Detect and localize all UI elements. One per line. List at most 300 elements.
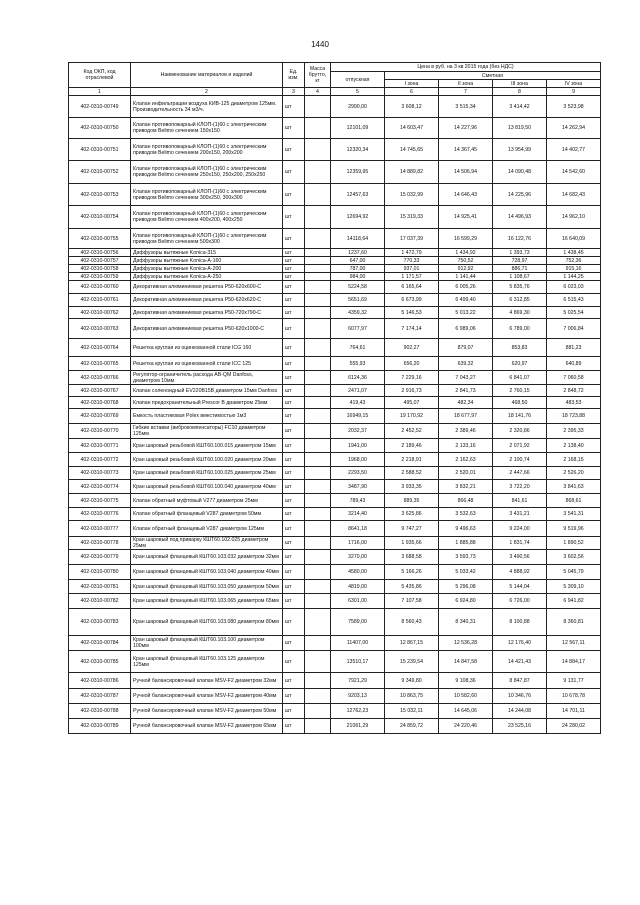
table-cell-name: Кран шаровый фланцевый КШТ60.103.080 диаметром 80мм	[131, 609, 283, 636]
table-cell-price-zone3: 4 869,30	[493, 307, 547, 319]
table-cell-name: Емкость пластиковая Polex вместимостью 1м3	[131, 409, 283, 424]
table-cell-name: Решетка круглая из оцинкованной стали ICC 125	[131, 357, 283, 371]
table-row	[69, 319, 601, 339]
table-row	[69, 424, 601, 439]
table-row	[69, 385, 601, 397]
table-cell-mass	[305, 565, 331, 580]
table-cell-price-shipping: 1968,00	[331, 453, 385, 467]
column-number-row	[69, 88, 601, 96]
table-cell-unit: шт	[283, 651, 305, 673]
table-cell-mass	[305, 719, 331, 734]
table-cell-price-shipping: 7921,29	[331, 673, 385, 689]
table-row	[69, 719, 601, 734]
table-cell-price-zone4: 6 941,82	[547, 594, 601, 609]
table-cell-price-zone2: 8 340,31	[439, 609, 493, 636]
table-cell-price-zone1: 15 032,11	[385, 704, 439, 719]
table-row	[69, 467, 601, 480]
table-cell-unit: шт	[283, 508, 305, 521]
table-cell-price-zone4: 483,53	[547, 397, 601, 409]
table-cell-price-zone4: 18 723,88	[547, 409, 601, 424]
table-cell-price-zone2: 14 646,43	[439, 184, 493, 206]
table-cell-code: 402-0310-00762	[69, 307, 131, 319]
table-cell-price-zone2: 912,92	[439, 265, 493, 273]
table-cell-price-zone3: 3 414,42	[493, 96, 547, 118]
column-number: 2	[131, 88, 283, 96]
table-row	[69, 281, 601, 294]
table-cell-name: Клапан противопожарный КЛОП-(1)60 с электрическим приводом Belimo сечением 300х250, 300х300	[131, 184, 283, 206]
table-cell-price-zone1: 9 747,27	[385, 521, 439, 537]
table-cell-mass	[305, 96, 331, 118]
table-cell-name: Декоративная алюминиевая решетка Р50-720х790-С	[131, 307, 283, 319]
table-row	[69, 294, 601, 307]
table-cell-price-zone2: 10 582,60	[439, 689, 493, 704]
table-cell-name: Декоративная алюминиевая решетка Р50-620х1000-С	[131, 319, 283, 339]
table-cell-price-zone1: 7 107,58	[385, 594, 439, 609]
table-cell-mass	[305, 550, 331, 565]
table-row	[69, 704, 601, 719]
table-cell-price-shipping: 12359,95	[331, 161, 385, 184]
table-cell-unit: шт	[283, 580, 305, 594]
table-cell-price-zone1: 2 916,73	[385, 385, 439, 397]
column-number: 1	[69, 88, 131, 96]
table-cell-price-shipping: 14118,64	[331, 229, 385, 249]
table-row	[69, 439, 601, 453]
table-cell-price-zone4: 16 640,09	[547, 229, 601, 249]
table-cell-price-zone4: 1 438,45	[547, 249, 601, 257]
table-cell-price-zone2: 2 389,46	[439, 424, 493, 439]
table-cell-unit: шт	[283, 96, 305, 118]
table-cell-name: Клапан обратный фланцевый V287 диаметром 125мм	[131, 521, 283, 537]
table-row	[69, 651, 601, 673]
table-cell-price-zone3: 14 496,93	[493, 206, 547, 229]
table-cell-price-zone3: 6 789,00	[493, 319, 547, 339]
table-cell-mass	[305, 385, 331, 397]
table-cell-name: Клапан соленоидный EV220B15B диаметром 15мм Danfoss	[131, 385, 283, 397]
table-cell-price-zone2: 6 499,40	[439, 294, 493, 307]
table-cell-price-zone4: 2 138,40	[547, 439, 601, 453]
column-number: 7	[439, 88, 493, 96]
table-row	[69, 357, 601, 371]
table-cell-name: Клапан противопожарный КЛОП-(1)60 с электрическим приводом Belimo сечением 250х150, 250х200, 250х250	[131, 161, 283, 184]
table-cell-code: 402-0310-00789	[69, 719, 131, 734]
table-row	[69, 494, 601, 508]
table-cell-price-zone3: 1 831,74	[493, 537, 547, 550]
table-cell-code: 402-0310-00765	[69, 357, 131, 371]
table-cell-price-zone4: 12 567,11	[547, 636, 601, 651]
table-row	[69, 161, 601, 184]
table-cell-mass	[305, 139, 331, 161]
table-cell-code: 402-0310-00766	[69, 371, 131, 385]
table-cell-price-zone3: 8 100,88	[493, 609, 547, 636]
table-cell-code: 402-0310-00784	[69, 636, 131, 651]
table-cell-price-zone2: 14 925,41	[439, 206, 493, 229]
table-cell-name: Клапан предохранительный Prescor В диаметром 25мм	[131, 397, 283, 409]
table-cell-price-zone3: 10 346,76	[493, 689, 547, 704]
table-cell-price-zone1: 7 174,14	[385, 319, 439, 339]
table-cell-unit: шт	[283, 480, 305, 494]
table-cell-code: 402-0310-00752	[69, 161, 131, 184]
table-cell-price-zone2: 2 133,16	[439, 439, 493, 453]
page-number: 1440	[311, 40, 329, 49]
table-row	[69, 397, 601, 409]
table-cell-price-shipping: 13510,17	[331, 651, 385, 673]
table-cell-price-zone3: 6 726,00	[493, 594, 547, 609]
table-cell-unit: шт	[283, 397, 305, 409]
table-row	[69, 371, 601, 385]
table-cell-mass	[305, 508, 331, 521]
table-row	[69, 265, 601, 273]
table-cell-mass	[305, 357, 331, 371]
table-cell-price-zone2: 1 141,44	[439, 273, 493, 281]
table-cell-price-zone3: 853,83	[493, 339, 547, 357]
table-cell-code: 402-0310-00757	[69, 257, 131, 265]
table-cell-price-zone3: 1 108,67	[493, 273, 547, 281]
table-cell-code: 402-0310-00749	[69, 96, 131, 118]
table-cell-mass	[305, 409, 331, 424]
table-cell-price-zone1: 7 229,16	[385, 371, 439, 385]
table-cell-price-zone1: 495,07	[385, 397, 439, 409]
table-cell-code: 402-0310-00763	[69, 319, 131, 339]
table-cell-price-zone3: 2 760,15	[493, 385, 547, 397]
header-retail: Сметная	[385, 72, 601, 80]
table-cell-name: Клапан обратный фланцевый V287 диаметром 50мм	[131, 508, 283, 521]
table-cell-price-shipping: 12457,63	[331, 184, 385, 206]
table-cell-price-shipping: 2293,50	[331, 467, 385, 480]
table-cell-mass	[305, 184, 331, 206]
table-cell-name: Клапан противопожарный КЛОП-(1)60 с электрическим приводом Belimo сечением 500х300	[131, 229, 283, 249]
table-cell-price-zone2: 2 162,63	[439, 453, 493, 467]
table-cell-mass	[305, 118, 331, 139]
table-cell-price-zone4: 14 262,94	[547, 118, 601, 139]
table-cell-price-zone1: 6 165,64	[385, 281, 439, 294]
table-cell-price-shipping: 11407,00	[331, 636, 385, 651]
table-cell-price-zone3: 13 954,99	[493, 139, 547, 161]
table-cell-name: Кран шаровый фланцевый КШТ60.103.065 диаметром 65мм	[131, 594, 283, 609]
table-cell-price-zone1: 2 218,91	[385, 453, 439, 467]
table-cell-code: 402-0310-00761	[69, 294, 131, 307]
table-cell-price-zone4: 1 144,25	[547, 273, 601, 281]
table-row	[69, 249, 601, 257]
table-cell-price-zone2: 24 220,46	[439, 719, 493, 734]
table-cell-price-zone3: 5 835,76	[493, 281, 547, 294]
table-cell-price-zone4: 3 523,98	[547, 96, 601, 118]
table-cell-price-zone4: 640,89	[547, 357, 601, 371]
table-cell-unit: шт	[283, 281, 305, 294]
table-cell-price-zone1: 3 625,86	[385, 508, 439, 521]
table-cell-price-shipping: 6077,97	[331, 319, 385, 339]
table-cell-price-shipping: 2471,07	[331, 385, 385, 397]
table-cell-price-zone1: 9 349,80	[385, 673, 439, 689]
table-cell-code: 402-0310-00751	[69, 139, 131, 161]
table-cell-price-zone2: 482,34	[439, 397, 493, 409]
table-cell-name: Кран шаровый фланцевый КШТ60.103.100 диаметром 100мм	[131, 636, 283, 651]
table-cell-price-zone1: 1 171,57	[385, 273, 439, 281]
table-cell-price-zone1: 15 239,54	[385, 651, 439, 673]
table-cell-price-zone1: 902,27	[385, 339, 439, 357]
table-cell-price-zone2: 3 532,63	[439, 508, 493, 521]
table-cell-mass	[305, 494, 331, 508]
table-cell-price-zone3: 886,71	[493, 265, 547, 273]
table-cell-price-zone4: 5 025,54	[547, 307, 601, 319]
table-cell-price-zone4: 14 701,11	[547, 704, 601, 719]
table-cell-code: 402-0310-00787	[69, 689, 131, 704]
table-cell-code: 402-0310-00778	[69, 537, 131, 550]
table-cell-price-zone4: 14 884,17	[547, 651, 601, 673]
table-cell-price-shipping: 12320,34	[331, 139, 385, 161]
table-cell-price-zone2: 9 496,63	[439, 521, 493, 537]
table-cell-price-zone2: 2 841,73	[439, 385, 493, 397]
table-row	[69, 537, 601, 550]
table-cell-price-zone3: 9 224,00	[493, 521, 547, 537]
table-cell-name: Ручной балансировочный клапан MSV-F2 диаметром 65мм	[131, 719, 283, 734]
table-cell-name: Ручной балансировочный клапан MSV-F2 диаметром 50мм	[131, 704, 283, 719]
table-cell-price-zone1: 5 435,86	[385, 580, 439, 594]
table-cell-price-zone4: 1 890,52	[547, 537, 601, 550]
table-cell-price-zone2: 3 832,21	[439, 480, 493, 494]
table-cell-unit: шт	[283, 265, 305, 273]
table-cell-price-shipping: 6301,00	[331, 594, 385, 609]
table-cell-unit: шт	[283, 249, 305, 257]
table-cell-price-shipping: 2032,37	[331, 424, 385, 439]
table-cell-code: 402-0310-00779	[69, 550, 131, 565]
table-cell-name: Диффузоры вытяжные Konica-A-160	[131, 257, 283, 265]
table-cell-name: Диффузоры вытяжные Konica-A-200	[131, 265, 283, 273]
table-cell-price-zone3: 2 071,92	[493, 439, 547, 453]
table-cell-name: Кран шаровый фланцевый КШТ60.103.125 диаметром 125мм	[131, 651, 283, 673]
table-cell-price-zone4: 2 395,33	[547, 424, 601, 439]
table-cell-name: Декоративная алюминиевая решетка Р50-620х600-С	[131, 281, 283, 294]
table-cell-price-zone2: 1 885,88	[439, 537, 493, 550]
table-cell-price-zone3: 468,50	[493, 397, 547, 409]
table-cell-price-zone2: 3 593,73	[439, 550, 493, 565]
table-cell-unit: шт	[283, 371, 305, 385]
table-row	[69, 139, 601, 161]
table-cell-name: Кран шаровый резьбовой КШТ60.100.015 диаметром 15мм	[131, 439, 283, 453]
header-zone4: IV зона	[547, 80, 601, 88]
table-cell-price-zone1: 6 673,99	[385, 294, 439, 307]
table-cell-mass	[305, 704, 331, 719]
table-cell-price-zone1: 14 889,82	[385, 161, 439, 184]
table-cell-code: 402-0310-00753	[69, 184, 131, 206]
table-row	[69, 118, 601, 139]
table-cell-code: 402-0310-00773	[69, 467, 131, 480]
table-cell-code: 402-0310-00754	[69, 206, 131, 229]
table-cell-mass	[305, 453, 331, 467]
table-cell-mass	[305, 651, 331, 673]
table-row	[69, 257, 601, 265]
column-number: 9	[547, 88, 601, 96]
table-cell-price-shipping: 5651,69	[331, 294, 385, 307]
table-cell-mass	[305, 273, 331, 281]
table-cell-price-zone1: 2 452,52	[385, 424, 439, 439]
table-cell-price-zone2: 6 989,06	[439, 319, 493, 339]
table-cell-mass	[305, 229, 331, 249]
table-cell-price-zone3: 6 312,85	[493, 294, 547, 307]
table-row	[69, 580, 601, 594]
table-cell-price-zone3: 3 490,56	[493, 550, 547, 565]
table-cell-code: 402-0310-00774	[69, 480, 131, 494]
table-cell-price-zone3: 18 141,76	[493, 409, 547, 424]
table-cell-code: 402-0310-00780	[69, 565, 131, 580]
table-cell-unit: шт	[283, 257, 305, 265]
table-cell-price-zone2: 879,07	[439, 339, 493, 357]
table-cell-price-zone1: 5 166,26	[385, 565, 439, 580]
table-cell-price-zone2: 1 434,92	[439, 249, 493, 257]
table-cell-price-zone4: 8 360,81	[547, 609, 601, 636]
table-cell-price-zone1: 14 745,65	[385, 139, 439, 161]
table-cell-name: Декоративная алюминиевая решетка Р50-620х620-С	[131, 294, 283, 307]
table-cell-mass	[305, 689, 331, 704]
table-cell-price-shipping: 789,43	[331, 494, 385, 508]
table-cell-price-zone4: 24 280,02	[547, 719, 601, 734]
table-cell-price-zone3: 12 176,40	[493, 636, 547, 651]
table-cell-unit: шт	[283, 139, 305, 161]
table-cell-price-zone4: 2 168,15	[547, 453, 601, 467]
table-cell-price-shipping: 3270,00	[331, 550, 385, 565]
table-cell-unit: шт	[283, 424, 305, 439]
table-cell-price-zone1: 17 037,39	[385, 229, 439, 249]
table-cell-price-zone4: 14 682,43	[547, 184, 601, 206]
table-cell-mass	[305, 537, 331, 550]
table-cell-price-zone1: 2 588,52	[385, 467, 439, 480]
table-cell-price-zone3: 3 722,20	[493, 480, 547, 494]
table-cell-price-shipping: 3214,40	[331, 508, 385, 521]
header-code: Код ОКП, код отраслевой	[69, 63, 131, 88]
table-cell-unit: шт	[283, 294, 305, 307]
table-cell-price-zone4: 868,61	[547, 494, 601, 508]
table-row	[69, 453, 601, 467]
table-cell-mass	[305, 206, 331, 229]
table-row	[69, 339, 601, 357]
table-cell-price-zone2: 639,32	[439, 357, 493, 371]
table-cell-price-zone3: 8 847,87	[493, 673, 547, 689]
table-cell-price-shipping: 984,00	[331, 273, 385, 281]
table-cell-mass	[305, 265, 331, 273]
table-cell-mass	[305, 339, 331, 357]
table-cell-unit: шт	[283, 184, 305, 206]
table-cell-price-zone2: 12 536,28	[439, 636, 493, 651]
table-row	[69, 673, 601, 689]
table-cell-unit: шт	[283, 494, 305, 508]
table-cell-mass	[305, 307, 331, 319]
table-cell-price-zone2: 6 005,26	[439, 281, 493, 294]
table-row	[69, 689, 601, 704]
table-cell-unit: шт	[283, 636, 305, 651]
table-cell-price-zone3: 14 244,08	[493, 704, 547, 719]
table-cell-price-zone3: 14 090,48	[493, 161, 547, 184]
table-cell-price-zone1: 889,35	[385, 494, 439, 508]
table-cell-name: Клапан обратный муфтовый V277 диаметром 25мм	[131, 494, 283, 508]
table-cell-price-shipping: 647,00	[331, 257, 385, 265]
table-cell-name: Гибкие вставки (виброкомпенсаторы) FC10 диаметром 125мм	[131, 424, 283, 439]
table-cell-price-zone1: 1 472,79	[385, 249, 439, 257]
table-cell-name: Кран шаровый фланцевый КШТ60.103.050 диаметром 50мм	[131, 580, 283, 594]
table-cell-unit: шт	[283, 704, 305, 719]
table-cell-code: 402-0310-00769	[69, 409, 131, 424]
table-cell-name: Кран шаровый резьбовой КШТ60.100.020 диаметром 20мм	[131, 453, 283, 467]
table-cell-price-zone2: 9 108,36	[439, 673, 493, 689]
table-cell-price-zone2: 14 227,96	[439, 118, 493, 139]
table-cell-price-shipping: 9203,13	[331, 689, 385, 704]
table-cell-price-zone3: 6 841,07	[493, 371, 547, 385]
table-cell-price-zone4: 3 841,63	[547, 480, 601, 494]
table-cell-name: Клапан противопожарный КЛОП-(1)60 с электрическим приводом Belimo сечением 200х150, 200х200	[131, 139, 283, 161]
table-cell-mass	[305, 439, 331, 453]
table-cell-price-zone1: 10 863,75	[385, 689, 439, 704]
table-cell-price-zone3: 1 393,73	[493, 249, 547, 257]
table-cell-unit: шт	[283, 467, 305, 480]
table-cell-price-zone1: 1 935,66	[385, 537, 439, 550]
table-cell-unit: шт	[283, 307, 305, 319]
table-cell-price-zone4: 7 060,58	[547, 371, 601, 385]
table-cell-price-shipping: 1716,00	[331, 537, 385, 550]
table-cell-price-zone4: 6 515,43	[547, 294, 601, 307]
table-cell-unit: шт	[283, 550, 305, 565]
table-cell-mass	[305, 371, 331, 385]
table-cell-price-zone1: 937,01	[385, 265, 439, 273]
table-row	[69, 409, 601, 424]
table-cell-price-zone4: 9 519,96	[547, 521, 601, 537]
table-row	[69, 636, 601, 651]
table-cell-price-zone4: 3 541,31	[547, 508, 601, 521]
table-cell-price-zone4: 10 678,78	[547, 689, 601, 704]
table-cell-price-zone3: 4 888,92	[493, 565, 547, 580]
table-cell-price-shipping: 6124,36	[331, 371, 385, 385]
table-cell-unit: шт	[283, 206, 305, 229]
table-cell-name: Кран шаровый под приварку КШТ60.102.025 диаметром 25мм	[131, 537, 283, 550]
table-cell-price-zone2: 14 847,58	[439, 651, 493, 673]
table-cell-price-zone4: 752,36	[547, 257, 601, 265]
table-cell-price-zone3: 3 431,21	[493, 508, 547, 521]
column-number: 8	[493, 88, 547, 96]
table-cell-code: 402-0310-00759	[69, 273, 131, 281]
table-cell-code: 402-0310-00772	[69, 453, 131, 467]
table-cell-code: 402-0310-00777	[69, 521, 131, 537]
table-cell-price-zone1: 14 603,47	[385, 118, 439, 139]
table-cell-price-shipping: 12101,09	[331, 118, 385, 139]
table-row	[69, 229, 601, 249]
column-number: 3	[283, 88, 305, 96]
table-cell-code: 402-0310-00783	[69, 609, 131, 636]
table-cell-code: 402-0310-00786	[69, 673, 131, 689]
table-cell-mass	[305, 161, 331, 184]
table-cell-code: 402-0310-00764	[69, 339, 131, 357]
table-row	[69, 273, 601, 281]
header-zone1: I зона	[385, 80, 439, 88]
table-cell-price-shipping: 16949,15	[331, 409, 385, 424]
table-cell-code: 402-0310-00760	[69, 281, 131, 294]
table-cell-code: 402-0310-00770	[69, 424, 131, 439]
table-cell-code: 402-0310-00758	[69, 265, 131, 273]
table-cell-price-zone2: 5 033,42	[439, 565, 493, 580]
table-cell-mass	[305, 397, 331, 409]
table-cell-price-zone4: 7 006,84	[547, 319, 601, 339]
table-cell-unit: шт	[283, 319, 305, 339]
table-cell-price-shipping: 1237,60	[331, 249, 385, 257]
table-cell-price-zone3: 2 100,74	[493, 453, 547, 467]
table-cell-price-zone4: 9 131,77	[547, 673, 601, 689]
table-row	[69, 206, 601, 229]
table-cell-price-zone2: 14 645,06	[439, 704, 493, 719]
table-cell-price-zone3: 2 447,66	[493, 467, 547, 480]
header-shipping: отпускная	[331, 72, 385, 88]
table-cell-code: 402-0310-00782	[69, 594, 131, 609]
table-cell-name: Кран шаровый фланцевый КШТ60.103.040 диаметром 40мм	[131, 565, 283, 580]
table-cell-price-zone2: 5 013,22	[439, 307, 493, 319]
table-cell-unit: шт	[283, 453, 305, 467]
header-unit: Ед. изм.	[283, 63, 305, 88]
table-cell-price-shipping: 1941,00	[331, 439, 385, 453]
